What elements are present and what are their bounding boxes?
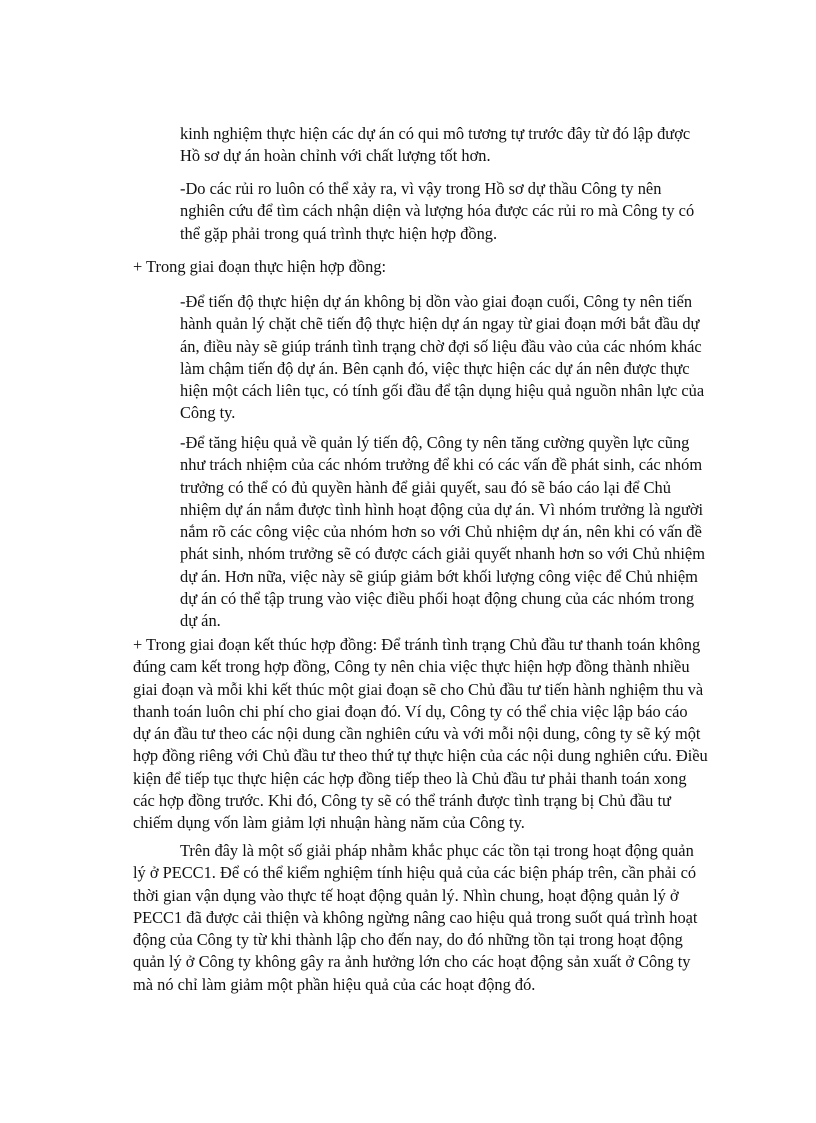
text-line: án, điều này sẽ giúp tránh tình trạng chờ đợi số liệu đầu vào của các nhóm khác (180, 336, 702, 356)
text-line: -Để tiến độ thực hiện dự án không bị dồn vào giai đoạn cuối, Công ty nên tiến (180, 292, 693, 311)
text-line: nghiên cứu để tìm cách nhận diện và lượng hóa được các rủi ro mà Công ty có (180, 201, 695, 221)
text-line: Trên đây là một số giải pháp nhằm khắc phục các tồn tại trong hoạt động quản (180, 841, 694, 860)
text-line: + Trong giai đoạn kết thúc hợp đồng: Để tránh tình trạng Chủ đầu tư thanh toán không (133, 635, 701, 654)
text-line: kinh nghiệm thực hiện các dự án có qui mô tương tự trước đây từ đó lập được (180, 124, 691, 143)
text-line: chiếm dụng vốn làm giảm lợi nhuận hàng năm của Công ty. (133, 813, 525, 833)
paragraph-team-leaders (180, 432, 740, 633)
text-line: hành quản lý chặt chẽ tiến độ thực hiện dự án ngay từ giai đoạn mới bắt đầu dự (180, 314, 700, 334)
text-line: lý ở PECC1. Để có thể kiểm nghiệm tính hiệu quả của các biện pháp trên, cần phải có (133, 863, 697, 883)
text-line: kiện để tiếp tục thực hiện các hợp đồng tiếp theo là Chủ đầu tư phải thanh toán xong (133, 768, 687, 788)
text-line: PECC1 đã được cải thiện và không ngừng nâng cao hiệu quả trong suốt quá trình hoạt (133, 907, 698, 927)
text-line: các hợp đồng trước. Khi đó, Công ty sẽ có thể tránh được tình trạng bị Chủ đầu tư (133, 791, 671, 811)
text-line: Công ty. (180, 403, 236, 423)
paragraph-schedule (180, 291, 740, 425)
paragraph-experience (180, 123, 740, 168)
text-line: + Trong giai đoạn thực hiện hợp đồng: (133, 257, 387, 276)
paragraph-completion-phase (133, 634, 740, 835)
text-line: phát sinh, nhóm trưởng sẽ có được cách giải quyết nhanh hơn so với Chủ nhiệm (180, 544, 705, 564)
text-line: động của Công ty từ khi thành lập cho đến nay, do đó những tồn tại trong hoạt động (133, 930, 683, 950)
text-line: quản lý ở Công ty không gây ra ảnh hưởng lớn cho các hoạt động sản xuất ở Công ty (133, 952, 691, 972)
text-line: -Do các rủi ro luôn có thể xảy ra, vì vậy trong Hồ sơ dự thầu Công ty nên (180, 179, 662, 198)
section-heading-execution (133, 256, 740, 278)
text-line: đúng cam kết trong hợp đồng, Công ty nên chia việc thực hiện hợp đồng thành nhiều (133, 657, 690, 677)
text-line: dự án có thể tập trung vào việc điều phối hoạt động chung của các nhóm trong (180, 589, 695, 609)
text-line: mà nó chỉ làm giảm một phần hiệu quả của các hoạt động đó. (133, 974, 536, 994)
text-line: làm chậm tiến độ dự án. Bên cạnh đó, việc thực hiện các dự án nên được thực (180, 358, 690, 378)
text-line: nắm rõ các công việc của nhóm hơn so với Chủ nhiệm dự án, nên khi có vấn đề (180, 522, 702, 542)
text-line: thời gian vận dụng vào thực tế hoạt động quản lý. Nhìn chung, hoạt động quản lý ở (133, 885, 679, 905)
text-line: dự án đầu tư theo các nội dung cần nghiên cứu và với mỗi nội dung, công ty sẽ ký một (133, 724, 701, 744)
text-line: dự án. Hơn nữa, việc này sẽ giúp giảm bớt khối lượng công việc để Chủ nhiệm (180, 566, 698, 586)
text-line: trưởng có thể có đủ quyền hành để giải quyết, sau đó sẽ báo cáo lại để Chủ (180, 477, 671, 497)
text-line: hiện một cách liên tục, có tính gối đầu để tận dụng hiệu quả nguồn nhân lực của (180, 381, 705, 401)
paragraph-risks (180, 178, 740, 245)
text-line: như trách nhiệm của các nhóm trưởng để khi có các vấn đề phát sinh, các nhóm (180, 455, 703, 475)
text-line: nhiệm dự án nắm được tình hình hoạt động của dự án. Vì nhóm trưởng là người (180, 499, 704, 519)
text-line: giai đoạn và mỗi khi kết thúc một giai đoạn sẽ cho Chủ đầu tư tiến hành nghiệm thu và (133, 679, 704, 699)
text-line: dự án. (180, 611, 221, 631)
text-line: Hồ sơ dự án hoàn chỉnh với chất lượng tốt hơn. (180, 146, 491, 166)
paragraph-conclusion (133, 840, 740, 996)
text-line: thanh toán luôn chi phí cho giai đoạn đó. Ví dụ, Công ty có thể chia việc lập báo cáo (133, 701, 688, 721)
text-line: -Để tăng hiệu quả về quản lý tiến độ, Công ty nên tăng cường quyền lực cũng (180, 433, 690, 452)
text-line: thể gặp phải trong quá trình thực hiện hợp đồng. (180, 223, 498, 243)
text-line: hợp đồng riêng với Chủ đầu tư theo thứ tự thực hiện của các nội dung nghiên cứu. Điều (133, 746, 708, 766)
